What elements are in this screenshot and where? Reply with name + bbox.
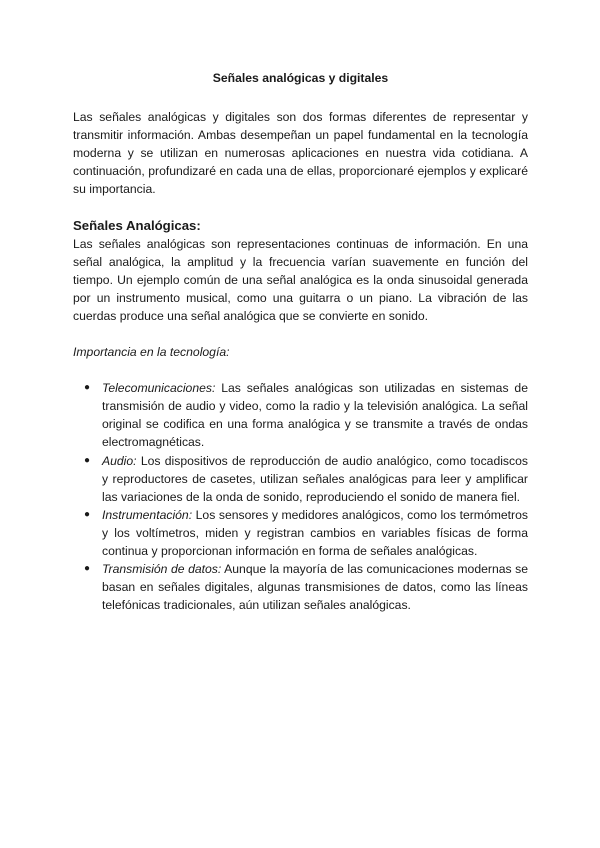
list-item-text: Los sensores y medidores analógicos, como los termómetros y los voltímetros, miden y registran cambios en variables físicas de forma continua y proporcionan información en forma de señales analógicas. — [102, 507, 528, 558]
document-content — [73, 69, 528, 614]
list-item-instrumentacion — [73, 506, 528, 560]
list-item-telecomunicaciones — [73, 379, 528, 451]
list-item-text: Las señales analógicas son utilizadas en sistemas de transmisión de audio y video, como la radio y la televisión analógica. La señal original se codifica en una forma analógica y se transmite a través de ondas electromagnéticas. — [102, 381, 528, 450]
bullet-icon: ● — [84, 563, 91, 575]
list-item-term: Instrumentación: — [102, 507, 193, 522]
analog-section-body: Las señales analógicas son representaciones continuas de información. En una señal analógica, la amplitud y la frecuencia varían suavemente en función del tiempo. Un ejemplo común de una señal analógica es la onda sinusoidal generada por un instrumento musical, como una guitarra o un piano. La vibración de las cuerdas produce una señal analógica que se convierte en sonido. — [73, 236, 528, 323]
list-item-term: Audio: — [102, 453, 137, 468]
importance-list — [73, 379, 528, 614]
importance-heading: Importancia en la tecnología: — [73, 345, 230, 360]
document-title: Señales analógicas y digitales — [212, 71, 389, 85]
bullet-icon: ● — [84, 454, 91, 466]
list-item-text: Aunque la mayoría de las comunicaciones modernas se basan en señales digitales, algunas transmisiones de datos, como las líneas telefónicas tradicionales, aún utilizan señales analógicas. — [102, 562, 528, 613]
list-item-term: Transmisión de datos: — [102, 562, 222, 577]
list-item-transmision-de-datos — [73, 560, 528, 614]
list-item-audio — [73, 452, 528, 506]
analog-section-heading: Señales Analógicas: — [73, 217, 201, 233]
list-item-text: Los dispositivos de reproducción de audio analógico, como tocadiscos y reproductores de casetes, utilizan señales analógicas para leer y amplificar las variaciones de la onda de sonido, reproduciendo el sonido de manera fiel. — [102, 453, 528, 504]
bullet-icon: ● — [84, 508, 91, 520]
bullet-icon: ● — [84, 382, 91, 394]
list-item-term: Telecomunicaciones: — [102, 381, 216, 396]
intro-paragraph: Las señales analógicas y digitales son dos formas diferentes de representar y transmitir información. Ambas desempeñan un papel fundamental en la tecnología moderna y se utilizan en numerosas aplicaciones en nuestra vida cotidiana. A continuación, profundizaré en cada una de ellas, proporcionaré ejemplos y explicaré su importancia. — [73, 110, 528, 197]
